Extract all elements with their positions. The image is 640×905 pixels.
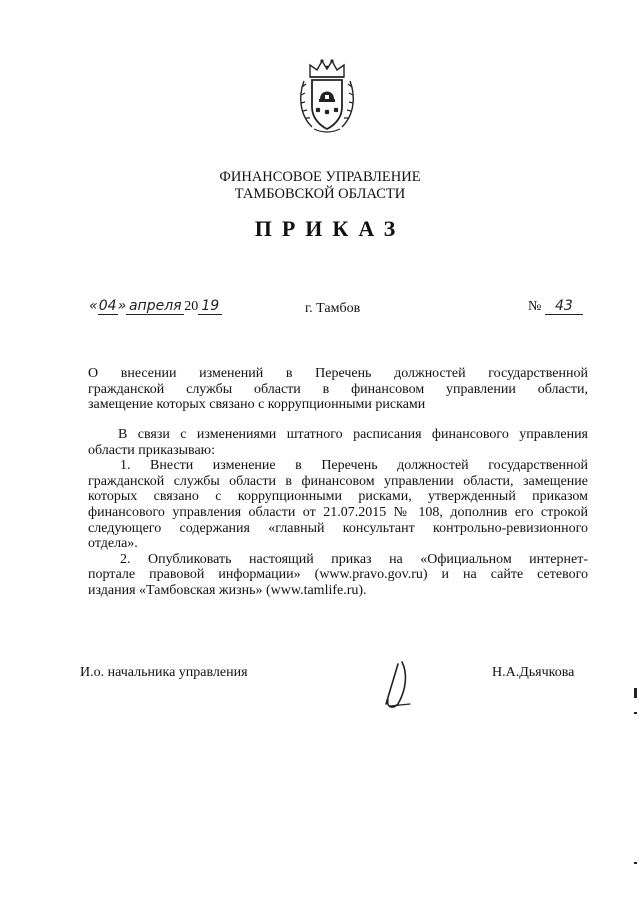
item1-line: финансового управления области от 21.07.2015 № 108, дополнив его строкой [88, 504, 588, 520]
org-name-line2: ТАМБОВСКОЙ ОБЛАСТИ [234, 186, 406, 202]
order-number: 43 [545, 299, 583, 315]
signatory-position: И.о. начальника управления [80, 665, 248, 680]
item1-line: 1. Внести изменение в Перечень должностей государственной [120, 458, 588, 474]
date-field [89, 298, 222, 315]
item1-line: которых связано с коррупционными рисками, утвержденный приказом [88, 489, 588, 505]
scan-edge-mark [634, 712, 637, 714]
item2-line: 2. Опубликовать настоящий приказ на «Официальном интернет- [120, 551, 588, 567]
order-number-field [528, 299, 583, 315]
date-day: 04 [98, 298, 117, 314]
subject-line: О внесении изменений в Перечень должностей государственной [88, 366, 588, 381]
scan-edge-mark [634, 862, 637, 864]
body-text [88, 427, 588, 599]
item2-line: издания «Тамбовская жизнь» (www.tamlife.ru). [88, 582, 367, 598]
scan-edge-mark [634, 688, 637, 698]
city-label: г. Тамбов [305, 301, 361, 316]
subject-line: замещение которых связано с коррупционными рисками [88, 397, 426, 413]
number-label: № [528, 299, 542, 314]
subject-block [88, 366, 588, 413]
handwritten-signature [378, 660, 416, 710]
date-month: апреля [126, 299, 184, 315]
signatory-name: Н.А.Дьячкова [492, 665, 575, 680]
document-type-title: ПРИКАЗ [254, 216, 406, 241]
item1-line: следующего содержания «главный консультант контрольно-ревизионного [88, 520, 588, 536]
date-year-suffix: 19 [198, 299, 222, 315]
intro-line: области приказываю: [88, 442, 216, 458]
coat-of-arms-emblem [298, 57, 356, 135]
date-quote-close: » [117, 298, 127, 314]
subject-line: гражданской службы области в финансовом управлении области, [88, 381, 588, 397]
item2-line: портале правовой информации» (www.pravo.gov.ru) и на сайте сетевого [88, 567, 588, 583]
org-name-line1: ФИНАНСОВОЕ УПРАВЛЕНИЕ [219, 169, 421, 185]
intro-line: В связи с изменениями штатного расписания финансового управления [118, 427, 588, 442]
date-quote-open: « [89, 298, 98, 314]
item1-line: гражданской службы области в финансовом управлении области, замещение [88, 473, 588, 489]
date-year-prefix: 20 [184, 299, 199, 314]
item1-line: отдела». [88, 536, 138, 552]
